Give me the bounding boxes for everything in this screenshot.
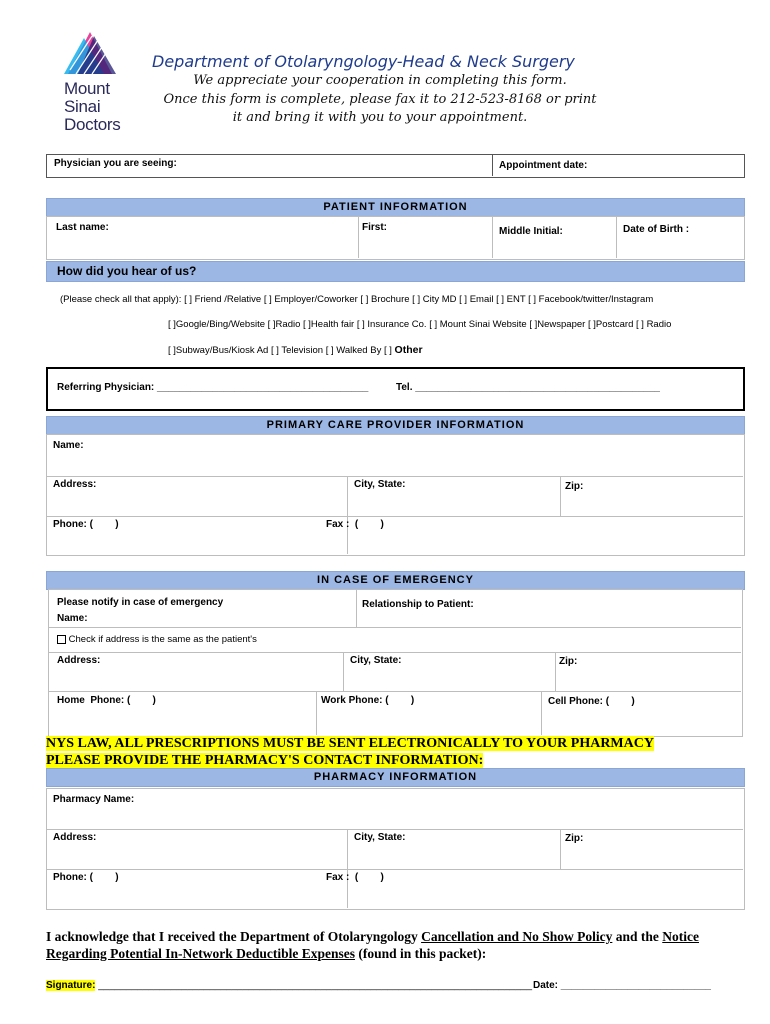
nys-law-line-1: NYS LAW, ALL PRESCRIPTIONS MUST BE SENT ELECTRONICALLY TO YOUR PHARMACY <box>46 736 654 751</box>
checkbox-icon[interactable] <box>57 635 66 644</box>
signature-date-field[interactable]: Date: ___________________________ <box>533 980 711 991</box>
signature-line[interactable]: ______________________________________________________________________________ <box>98 980 533 991</box>
emergency-zip-field[interactable]: Zip: <box>559 656 578 667</box>
referring-tel-field[interactable]: Tel. ____________________________________________ <box>396 382 660 393</box>
pcp-city-state-field[interactable]: City, State: <box>354 479 406 490</box>
notice-link[interactable]: Notice <box>662 929 699 944</box>
pharmacy-band: PHARMACY INFORMATION <box>46 768 745 787</box>
ack-text-1: I acknowledge that I received the Department of Otolaryngology <box>46 929 422 944</box>
patient-info-box <box>46 216 745 260</box>
pharmacy-box <box>46 788 745 910</box>
emergency-city-state-field[interactable]: City, State: <box>350 655 402 666</box>
pharmacy-name-field[interactable]: Pharmacy Name: <box>53 794 135 805</box>
deductible-notice-link[interactable]: Regarding Potential In-Network Deductible Expenses <box>46 946 355 961</box>
pcp-address-field[interactable]: Address: <box>53 479 97 490</box>
hear-band-label: How did you hear of us? <box>57 264 197 278</box>
middle-initial-field[interactable]: Middle Initial: <box>499 226 563 237</box>
ack-text-3: (found in this packet): <box>355 946 487 961</box>
header-line-2: Once this form is complete, please fax it to 212-523-8168 or print <box>163 92 597 107</box>
emergency-work-phone-field[interactable]: Work Phone: ( ) <box>321 695 415 706</box>
header-line-1: We appreciate your cooperation in completing this form. <box>193 73 567 88</box>
page-title: Department of Otolaryngology-Head & Neck Surgery <box>152 52 575 71</box>
last-name-field[interactable]: Last name: <box>56 222 109 233</box>
logo <box>60 30 140 134</box>
hear-options-line-2[interactable]: [ ]Google/Bing/Website [ ]Radio [ ]Health fair [ ] Insurance Co. [ ] Mount Sinai Website [ ]Newspaper [ ]Postcard [ ] Radio <box>168 319 672 330</box>
acknowledgement <box>46 928 746 962</box>
hear-option-other[interactable]: Other <box>394 344 423 356</box>
pcp-name-field[interactable]: Name: <box>53 440 84 451</box>
cancellation-policy-link[interactable]: Cancellation and No Show Policy <box>421 929 613 944</box>
emergency-relationship-field[interactable]: Relationship to Patient: <box>362 599 474 610</box>
pcp-zip-field[interactable]: Zip: <box>565 481 584 492</box>
pharmacy-phone-field[interactable]: Phone: ( ) <box>53 872 119 883</box>
emergency-cell-phone-field[interactable]: Cell Phone: ( ) <box>548 696 635 707</box>
mount-sinai-logo-icon <box>64 30 116 76</box>
nys-law-line-2: PLEASE PROVIDE THE PHARMACY'S CONTACT INFORMATION: <box>46 753 484 768</box>
emergency-home-phone-field[interactable]: Home Phone: ( ) <box>57 695 156 706</box>
header-line-3: it and bring it with you to your appointment. <box>232 110 528 125</box>
emergency-band: IN CASE OF EMERGENCY <box>46 571 745 590</box>
ack-text-2: and the <box>612 929 663 944</box>
emergency-notify-label: Please notify in case of emergency <box>57 597 224 608</box>
pharmacy-city-state-field[interactable]: City, State: <box>354 832 406 843</box>
date-of-birth-field[interactable]: Date of Birth : <box>623 224 690 235</box>
emergency-address-field[interactable]: Address: <box>57 655 101 666</box>
logo-line-3: Doctors <box>64 115 121 134</box>
logo-line-2: Sinai <box>64 97 101 116</box>
patient-info-band: PATIENT INFORMATION <box>46 198 745 217</box>
pcp-phone-field[interactable]: Phone: ( ) <box>53 519 119 530</box>
first-name-field[interactable]: First: <box>362 222 387 233</box>
referring-physician-field[interactable]: Referring Physician: ______________________________________ <box>57 382 369 393</box>
physician-field[interactable]: Physician you are seeing: <box>54 158 177 169</box>
emergency-name-field[interactable]: Name: <box>57 613 88 624</box>
hear-options-line-1[interactable]: (Please check all that apply): [ ] Friend /Relative [ ] Employer/Coworker [ ] Brochure [ ] City MD [ ] Email [ ] ENT [ ] Facebook/twitter/Instagram <box>60 294 654 305</box>
pcp-fax-field[interactable]: Fax : ( ) <box>326 519 384 530</box>
pcp-box <box>46 434 745 556</box>
pcp-band: PRIMARY CARE PROVIDER INFORMATION <box>46 416 745 435</box>
pharmacy-address-field[interactable]: Address: <box>53 832 97 843</box>
hear-options-line-3[interactable]: [ ]Subway/Bus/Kiosk Ad [ ] Television [ ] Walked By [ ] <box>168 345 392 356</box>
pharmacy-fax-field[interactable]: Fax : ( ) <box>326 872 384 883</box>
appointment-date-field[interactable]: Appointment date: <box>499 160 588 171</box>
pharmacy-zip-field[interactable]: Zip: <box>565 833 584 844</box>
same-address-label: Check if address is the same as the patient's <box>68 634 257 645</box>
signature-label: Signature: <box>46 980 96 991</box>
logo-line-1: Mount <box>64 79 110 98</box>
